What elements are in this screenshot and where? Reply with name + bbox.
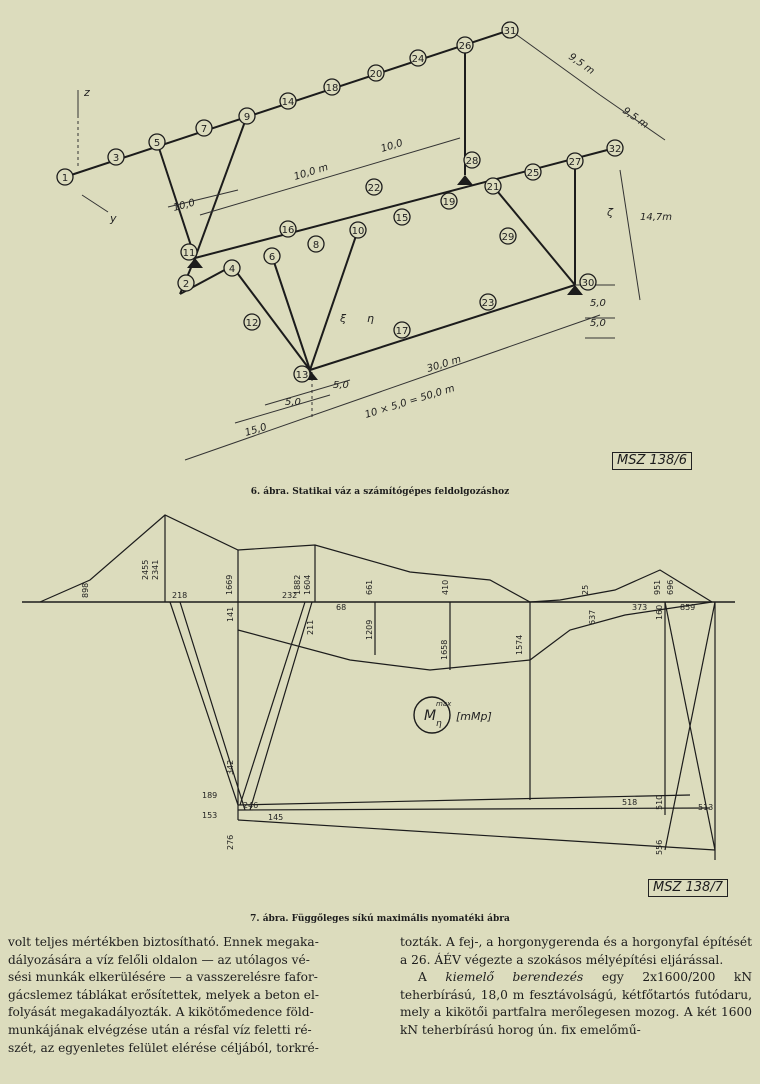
unit-label: [mMp] — [456, 710, 492, 723]
axis-label-z: z — [84, 86, 90, 99]
node-label: 17 — [395, 326, 409, 337]
node-label: 11 — [182, 248, 196, 259]
text-line: folyását megakadályozták. A kikötőmedence föld- — [8, 1005, 314, 1020]
axis-label-zeta: ζ — [607, 206, 613, 219]
moment-value: 232 — [282, 591, 298, 600]
svg-text:η: η — [436, 719, 442, 729]
node-label: 6 — [268, 252, 276, 263]
moment-value: 373 — [632, 603, 648, 612]
node-label: 8 — [312, 240, 320, 251]
node-label: 9 — [243, 112, 251, 123]
node-label: 26 — [458, 41, 472, 52]
node-label: 23 — [481, 298, 495, 309]
text-line: volt teljes mértékben biztosítható. Ennek megaka- — [8, 935, 319, 949]
node-label: 25 — [526, 168, 540, 179]
moment-value: 218 — [172, 591, 188, 600]
node-label: 18 — [325, 83, 339, 94]
text-line: szét, az egyenletes felület elérése céljából, torkré- — [8, 1040, 319, 1055]
moment-value: 1574 — [515, 634, 524, 655]
dim-label: 30,0 m — [425, 354, 463, 375]
dim-label: 5,0 — [333, 380, 349, 391]
dim-label: 10,0 — [171, 197, 197, 214]
paragraph: tozták. A fej-, a horgonygerenda és a horgonyfal építését a 26. ÁÉV végezte a szokásos mélyépítési eljárással. — [400, 935, 752, 967]
paragraph: A kiemelő berendezés egy 2x1600/200 kN teherbírású, 18,0 m fesztávolságú, kétfőtartós futódaru, mely a kikötői partfalra merőlegesen mozog. A két 1600 kN teherbírású horog ún. fix emelőmű- — [400, 970, 752, 1037]
moment-value: 145 — [268, 813, 284, 822]
caption-fig6: 6. ábra. Statikai váz a számítógépes feldolgozáshoz — [250, 487, 510, 497]
node-label: 19 — [442, 197, 456, 208]
moment-value: 510 — [655, 794, 664, 810]
moment-value: 68 — [336, 603, 347, 612]
dim-label: 10 × 5,0 = 50,0 m — [363, 383, 457, 421]
dim-label: 9,5 m — [620, 105, 651, 131]
moment-value: 410 — [441, 579, 450, 595]
axis-label-eta: η — [367, 312, 374, 325]
text-line: munkájának elvégzése után a résfal víz feletti ré- — [8, 1022, 312, 1037]
moment-value: 246 — [243, 801, 259, 810]
node-label: 29 — [501, 232, 515, 243]
moment-value: 859 — [680, 603, 696, 612]
dim-label: 5,0 — [285, 397, 301, 408]
node-label: 27 — [568, 157, 582, 168]
node-label: 7 — [200, 124, 208, 135]
node-label: 5 — [153, 138, 161, 149]
moment-value: 696 — [666, 579, 675, 595]
moment-value: 1658 — [440, 639, 449, 660]
dim-label: 10,0 — [379, 137, 405, 155]
node-label: 20 — [369, 69, 383, 80]
moment-symbol — [414, 697, 492, 733]
dim-label: 14,7m — [640, 212, 673, 223]
node-label: 4 — [228, 264, 236, 275]
svg-text:max: max — [436, 700, 452, 708]
moment-value: 518 — [622, 798, 638, 807]
moment-value: 189 — [202, 791, 218, 800]
moment-value: 513 — [698, 803, 714, 812]
node-label: 32 — [608, 144, 622, 155]
moment-value: 25 — [581, 584, 590, 595]
dim-label: 5,0 — [590, 318, 606, 329]
moment-value: 661 — [365, 579, 374, 595]
node-label: 12 — [245, 318, 259, 329]
node-label: 31 — [503, 26, 517, 37]
node-label: 22 — [367, 183, 381, 194]
moment-value: 211 — [306, 619, 315, 635]
node-label: 14 — [281, 97, 295, 108]
text-line: sési munkák elkerülésére — a vasszerelésre fafor- — [8, 970, 318, 985]
moment-value: 1669 — [225, 574, 234, 595]
dim-label: 5,0 — [590, 298, 606, 309]
moment-value: 153 — [202, 811, 218, 820]
dim-label: 9,5 m — [566, 51, 597, 77]
moment-value: 141 — [226, 606, 235, 622]
node-label: 24 — [411, 54, 425, 65]
node-label: 15 — [395, 213, 409, 224]
stamp-fig7: MSZ 138/7 — [648, 879, 728, 897]
svg-text:M: M — [424, 708, 437, 724]
axis-label-y: y — [110, 212, 117, 225]
dim-label: 10,0 m — [292, 162, 330, 183]
node-label: 10 — [351, 226, 365, 237]
node-label: 3 — [112, 153, 120, 164]
node-label: 16 — [281, 225, 295, 236]
moment-value: 1882 — [293, 574, 302, 595]
figure-7-moment-diagram — [0, 510, 760, 900]
caption-fig7: 7. ábra. Függőleges síkú maximális nyomatéki ábra — [250, 914, 510, 924]
node-markers — [57, 22, 623, 382]
figure-6-static-frame — [0, 0, 760, 500]
node-label: 21 — [486, 182, 500, 193]
text-line: gácslemez táblákat erősítettek, melyek a beton el- — [8, 987, 320, 1002]
moment-value: 1604 — [303, 574, 312, 595]
text-line: dályozására a víz felőli oldalon — az utólagos vé- — [8, 952, 310, 967]
axis-label-xi: ξ — [340, 312, 347, 325]
body-text-right — [400, 934, 752, 1040]
moment-value: 342 — [226, 759, 235, 775]
dim-label: 15,0 — [243, 421, 269, 439]
stamp-fig6: MSZ 138/6 — [612, 452, 692, 470]
moment-value: 2455 — [141, 559, 150, 580]
moment-value: 1209 — [365, 619, 374, 640]
node-label: 28 — [465, 156, 479, 167]
moment-value: 898 — [81, 582, 90, 598]
node-label: 13 — [295, 370, 309, 381]
moment-value: 951 — [653, 579, 662, 595]
node-label: 1 — [61, 173, 69, 184]
moment-value: 556 — [655, 839, 664, 855]
node-label: 2 — [182, 279, 190, 290]
moment-value: 637 — [588, 609, 597, 625]
moment-value: 160 — [655, 604, 664, 620]
body-text-left — [8, 934, 364, 1057]
node-label: 30 — [581, 278, 595, 289]
moment-value: 2341 — [151, 559, 160, 580]
moment-value: 276 — [226, 834, 235, 850]
